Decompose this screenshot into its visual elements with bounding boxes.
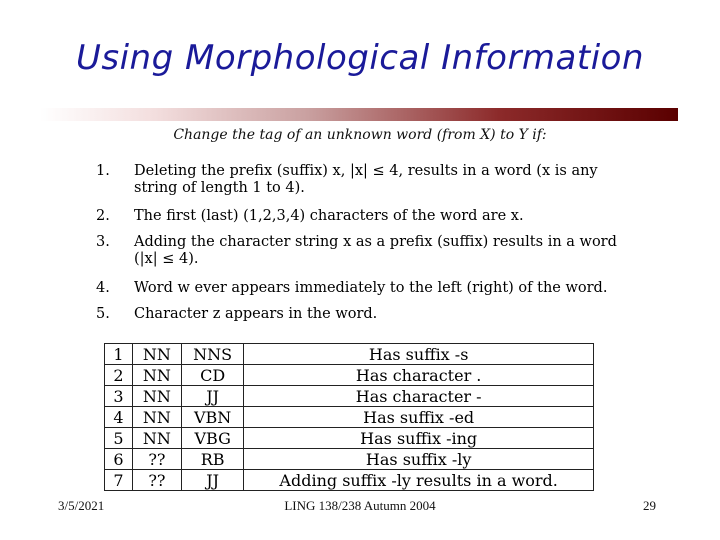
table-row	[105, 449, 594, 470]
table-row	[105, 407, 594, 428]
to-tag: NNS	[181, 344, 243, 365]
to-tag: JJ	[181, 470, 243, 491]
title-divider-bar	[40, 108, 678, 121]
table-row	[105, 428, 594, 449]
condition: Has suffix -ly	[244, 449, 594, 470]
rule-number: 5.	[96, 306, 110, 322]
slide-title: Using Morphological Information	[76, 38, 644, 78]
condition: Has character .	[244, 365, 594, 386]
rule-index: 4	[105, 407, 133, 428]
from-tag: NN	[132, 407, 181, 428]
rule-number: 1.	[96, 163, 110, 179]
rule-index: 2	[105, 365, 133, 386]
scan-header: Change the tag of an unknown word (from X) to Y if:	[173, 127, 547, 143]
to-tag: RB	[181, 449, 243, 470]
rule-text: Adding the character string x as a prefix (suffix) results in a word (|x| ≤ 4).	[134, 234, 617, 267]
from-tag: ??	[132, 470, 181, 491]
from-tag: NN	[132, 428, 181, 449]
condition: Has character -	[244, 386, 594, 407]
to-tag: VBG	[181, 428, 243, 449]
rule-text: Deleting the prefix (suffix) x, |x| ≤ 4, results in a word (x is any string of length 1 to 4).	[134, 163, 598, 196]
rule-text: Character z appears in the word.	[134, 306, 378, 322]
table-row	[105, 365, 594, 386]
from-tag: ??	[132, 449, 181, 470]
to-tag: CD	[181, 365, 243, 386]
table-row	[105, 386, 594, 407]
from-tag: NN	[132, 386, 181, 407]
tag-change-table	[104, 343, 594, 491]
rule-index: 1	[105, 344, 133, 365]
condition: Adding suffix -ly results in a word.	[244, 470, 594, 491]
rule-index: 3	[105, 386, 133, 407]
rule-text: Word w ever appears immediately to the left (right) of the word.	[134, 280, 608, 296]
from-tag: NN	[132, 365, 181, 386]
to-tag: VBN	[181, 407, 243, 428]
condition: Has suffix -s	[244, 344, 594, 365]
rule-index: 5	[105, 428, 133, 449]
condition: Has suffix -ing	[244, 428, 594, 449]
to-tag: JJ	[181, 386, 243, 407]
footer-course: LING 138/238 Autumn 2004	[284, 498, 436, 513]
rule-number: 3.	[96, 234, 110, 250]
condition: Has suffix -ed	[244, 407, 594, 428]
rule-number: 4.	[96, 280, 110, 296]
rule-index: 7	[105, 470, 133, 491]
table-row	[105, 344, 594, 365]
footer-date: 3/5/2021	[58, 498, 105, 513]
table-row	[105, 470, 594, 491]
rule-number: 2.	[96, 208, 110, 224]
footer-page-number: 29	[643, 498, 656, 513]
rule-text: The first (last) (1,2,3,4) characters of the word are x.	[134, 208, 524, 224]
rule-index: 6	[105, 449, 133, 470]
from-tag: NN	[132, 344, 181, 365]
